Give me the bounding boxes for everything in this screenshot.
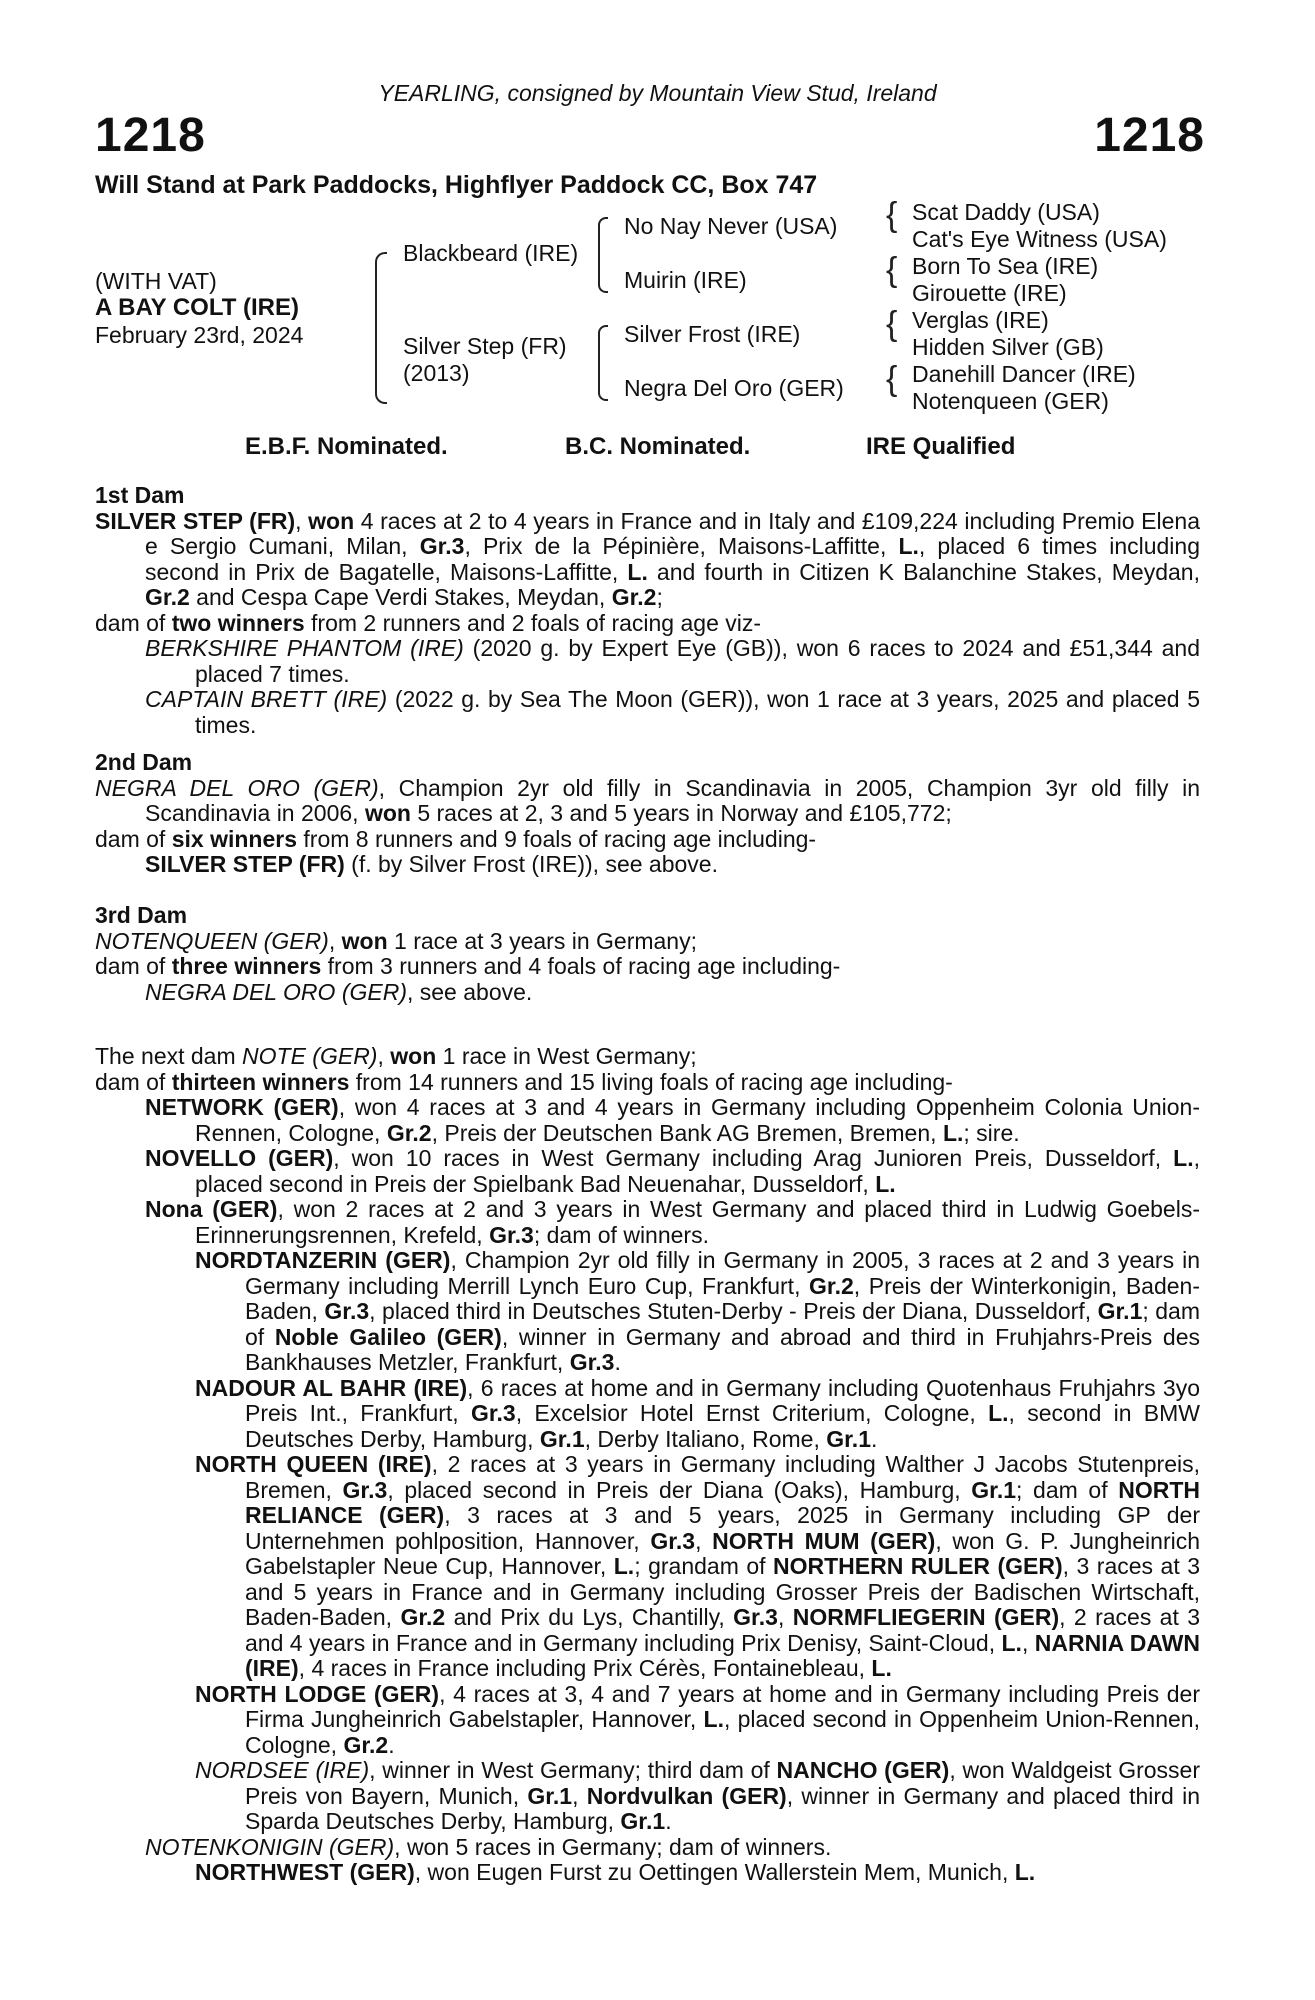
- lot-number-left: 1218: [95, 109, 206, 162]
- grade-label: Gr.2: [611, 584, 657, 610]
- foal-name: NOVELLO (GER): [145, 1145, 334, 1171]
- listed-label: L.: [988, 1400, 1009, 1426]
- second-dam-heading: 2nd Dam: [95, 749, 193, 775]
- foal-text: .: [871, 1425, 878, 1452]
- foal-text: ,: [572, 1782, 587, 1809]
- foal-text: , winner in West Germany; third dam of: [369, 1757, 777, 1783]
- next-dam-section: [95, 1044, 1200, 1886]
- dam-of-text: from 14 runners and 15 living foals of racing age including-: [349, 1068, 953, 1095]
- second-dam-section: [95, 750, 1200, 878]
- next-dam-name: NOTE (GER): [242, 1043, 378, 1069]
- produce-entry-north-lodge: [95, 1682, 1200, 1759]
- descendant-name: Nordvulkan (GER): [586, 1782, 787, 1809]
- foal-text: , Champion 2yr old filly in Germany in 2005, 3 races at 2 and 3 years in Germany including Merrill Lynch Euro Cup, Frankfurt,: [245, 1247, 1200, 1299]
- foal-name: NEGRA DEL ORO (GER): [145, 978, 407, 1005]
- record-text: 1 race in West Germany;: [436, 1043, 697, 1069]
- foal-text: , won 4 races at 3 and 4 years in Germany including Oppenheim Colonia Union-Rennen, Cologne,: [195, 1094, 1200, 1146]
- descendant-name: NANCHO (GER): [776, 1757, 950, 1783]
- pedigree-brace-dd: {: [886, 360, 898, 398]
- dam-dam-sire: Danehill Dancer (IRE): [912, 361, 1136, 387]
- dam-sire-dam: Hidden Silver (GB): [912, 334, 1104, 360]
- grade-label: Gr.3: [419, 533, 465, 559]
- pedigree-brace-sire: [598, 217, 608, 293]
- dam-dam-dam: Notenqueen (GER): [912, 388, 1109, 414]
- third-dam-name: NOTENQUEEN (GER): [95, 927, 329, 954]
- stand-location: Will Stand at Park Paddocks, Highflyer Paddock CC, Box 747: [95, 171, 818, 199]
- grade-label: Gr.2: [145, 584, 190, 610]
- record-text: and Cespa Cape Verdi Stakes, Meydan,: [189, 584, 612, 610]
- sire-sire-dam: Cat's Eye Witness (USA): [912, 226, 1167, 252]
- sire-dam: Muirin (IRE): [624, 267, 747, 293]
- produce-entry: [95, 687, 1200, 738]
- foal-text: , Excelsior Hotel Ernst Criterium, Cologne,: [515, 1400, 989, 1426]
- sire-dam-sire: Born To Sea (IRE): [912, 253, 1099, 279]
- produce-entry-notenkonigin: [95, 1835, 1200, 1861]
- foal-text: , Derby Italiano, Rome,: [584, 1425, 827, 1452]
- third-dam-produce-summary: [95, 954, 1200, 980]
- first-dam-heading: 1st Dam: [95, 482, 185, 508]
- ebf-nomination: E.B.F. Nominated.: [245, 433, 448, 460]
- pedigree-brace-ss: {: [886, 196, 898, 234]
- listed-label: L.: [875, 1170, 896, 1197]
- produce-entry: [95, 980, 1200, 1006]
- foal-text: , placed second in Preis der Spielbank Bad Neuenahar, Dusseldorf,: [195, 1145, 1200, 1197]
- record-text: ,: [377, 1043, 391, 1069]
- winners-count: two winners: [171, 609, 305, 636]
- foal-name: NORDSEE (IRE): [195, 1757, 370, 1783]
- grade-label: Gr.1: [527, 1782, 573, 1809]
- record-text: , Prix de la Pépinière, Maisons-Laffitte,: [464, 533, 899, 559]
- listed-label: L.: [613, 1553, 635, 1579]
- dam: Silver Step (FR): [403, 333, 567, 359]
- produce-entry-north-queen: [95, 1452, 1200, 1682]
- vat-note: (WITH VAT): [95, 268, 217, 294]
- pedigree-brace-ds: {: [886, 305, 898, 343]
- second-dam-produce-summary: [95, 827, 1200, 853]
- descendant-name: NORTHERN RULER (GER): [773, 1553, 1063, 1579]
- record-text: ;: [656, 584, 663, 610]
- foal-text: , winner in Germany and abroad and third in Fruhjahrs-Preis des Bankhauses Metzler, Frankfurt,: [245, 1323, 1200, 1375]
- grade-label: Gr.1: [1097, 1298, 1143, 1324]
- dam-of-text: from 3 runners and 4 foals of racing age including-: [321, 953, 841, 979]
- descendant-name: NARNIA DAWN (IRE): [245, 1629, 1201, 1681]
- foal-text: , 3 races at 3 and 5 years in France and in Germany including Grosser Preis der Badischen Wirtschaft, Baden-Baden,: [245, 1553, 1200, 1630]
- pedigree-brace-dam: [598, 325, 608, 401]
- foal-text: ,: [777, 1604, 793, 1630]
- foal-name: NETWORK (GER): [145, 1094, 339, 1120]
- record-text: , placed 6 times including second in Prix de Bagatelle, Maisons-Laffitte,: [145, 533, 1200, 585]
- grade-label: Gr.3: [650, 1527, 696, 1554]
- lot-number-right: 1218: [1094, 109, 1205, 162]
- foal-text: .: [665, 1808, 672, 1834]
- foal-text: , 2 races at 3 and 4 years in France and in Germany including Prix Denisy, Saint-Cloud,: [245, 1604, 1201, 1656]
- grade-label: Gr.1: [971, 1476, 1017, 1503]
- produce-entry-novello: [95, 1146, 1200, 1197]
- listed-label: L.: [627, 558, 648, 585]
- foal-text: , won 10 races in West Germany including Arag Junioren Preis, Dusseldorf,: [333, 1145, 1174, 1171]
- sire-sire-sire: Scat Daddy (USA): [912, 199, 1100, 225]
- foal-text: , won Eugen Furst zu Oettingen Wallerstein Mem, Munich,: [414, 1859, 1015, 1885]
- foal-text: , 4 races in France including Prix Cérès, Fontainebleau,: [298, 1655, 872, 1681]
- listed-label: L.: [1001, 1629, 1022, 1656]
- record-text: 4 races at 2 to 4 years in France and in Italy and £109,224 including Premio Elena e Sergio Cumani, Milan,: [145, 507, 1201, 559]
- ire-qualified: IRE Qualified: [866, 433, 1016, 460]
- third-dam-section: [95, 903, 1200, 1005]
- foal-text: , 3 races at 3 and 5 years, 2025 in Germany including GP der Unternehmen pohlposition, Hannover,: [245, 1502, 1200, 1554]
- foal-text: , won G. P. Jungheinrich Gabelstapler Neue Cup, Hannover,: [245, 1527, 1201, 1579]
- dam-year: (2013): [403, 360, 470, 386]
- next-dam-record: [95, 1044, 1200, 1070]
- won-label: won: [390, 1043, 437, 1069]
- dam-of-text: dam of: [95, 953, 172, 979]
- produce-entry-network: [95, 1095, 1200, 1146]
- foal-text: , won 2 races at 2 and 3 years in West Germany and placed third in Ludwig Goebels-Erinnerungsrennen, Krefeld,: [195, 1196, 1200, 1248]
- grade-label: Gr.3: [733, 1604, 778, 1630]
- foal-name: SILVER STEP (FR): [145, 851, 345, 877]
- won-label: won: [341, 927, 388, 954]
- third-dam-record: [95, 929, 1200, 955]
- sire-sire: No Nay Never (USA): [624, 213, 838, 239]
- listed-label: L.: [703, 1706, 724, 1732]
- dam-of-text: dam of: [95, 1068, 172, 1095]
- descendant-name: NORTH MUM (GER): [712, 1527, 936, 1554]
- foal-text: , placed second in Preis der Diana (Oaks), Hamburg,: [387, 1476, 972, 1503]
- dam-sire: Silver Frost (IRE): [624, 321, 801, 347]
- foal-text: (f. by Silver Frost (IRE)), see above.: [344, 851, 718, 877]
- produce-entry-nona: [95, 1197, 1200, 1248]
- foal-text: ; dam of: [1016, 1476, 1119, 1503]
- first-dam-produce-summary: [95, 611, 1200, 637]
- foal-text: , placed second in Oppenheim Union-Rennen, Cologne,: [245, 1706, 1200, 1758]
- produce-entry-nadour: [95, 1376, 1200, 1453]
- produce-entry-nordtanzerin: [95, 1248, 1200, 1376]
- grade-label: Gr.2: [809, 1272, 854, 1299]
- produce-entry: [95, 636, 1200, 687]
- foal-text: , second in BMW Deutsches Derby, Hamburg,: [245, 1400, 1200, 1452]
- dam-dam: Negra Del Oro (GER): [624, 375, 844, 401]
- foal-name: CAPTAIN BRETT (IRE): [145, 686, 388, 712]
- foal-text: , Preis der Winterkonigin, Baden-Baden,: [245, 1272, 1200, 1324]
- foal-text: .: [614, 1349, 621, 1375]
- next-dam-produce-summary: [95, 1070, 1200, 1096]
- foal-name: NORTHWEST (GER): [195, 1859, 415, 1885]
- foal-name: Nona (GER): [145, 1196, 278, 1222]
- grade-label: Gr.1: [826, 1425, 871, 1452]
- grade-label: Gr.2: [343, 1731, 389, 1758]
- first-dam-name: SILVER STEP (FR): [95, 507, 296, 534]
- first-dam-record: SILVER STEP (FR), won 4 races at 2 to 4 years in France and in Italy and £109,224 including Premio Elena e Sergio Cumani, Milan, Gr.3, Prix de la Pépinière, Maisons-Laffitte, L., placed 6 times including second in Prix de Bagatelle, Maisons-Laffitte, L. and fourth in Citizen K Balanchine Stakes, Meydan, Gr.2 and Cespa Cape Verdi Stakes, Meydan, Gr.2;: [95, 507, 1201, 610]
- record-text: 1 race at 3 years in Germany;: [387, 927, 697, 954]
- first-dam-section: [95, 483, 1200, 738]
- foal-text: .: [388, 1731, 395, 1758]
- winners-count: six winners: [171, 825, 297, 852]
- winners-count: thirteen winners: [171, 1068, 350, 1095]
- produce-entry-northwest: [95, 1860, 1200, 1886]
- horse-name: A BAY COLT (IRE): [95, 294, 300, 321]
- record-text: , Champion 2yr old filly in Scandinavia in 2005, Champion 3yr old filly in Scandinavia in 2006,: [145, 774, 1200, 826]
- sire: Blackbeard (IRE): [403, 240, 579, 266]
- dam-of-text: dam of: [95, 825, 172, 852]
- foal-text: , won 5 races in Germany; dam of winners.: [394, 1833, 832, 1860]
- foal-text: , 4 races at 3, 4 and 7 years at home and in Germany including Preis der Firma Jungheinrich Gabelstapler, Hannover,: [245, 1680, 1200, 1732]
- second-dam-record: [95, 776, 1200, 827]
- foal-text: (2022 g. by Sea The Moon (GER)), won 1 race at 3 years, 2025 and placed 5 times.: [195, 686, 1200, 738]
- listed-label: L.: [1014, 1859, 1036, 1885]
- consignor-line: YEARLING, consigned by Mountain View Stud, Ireland: [378, 80, 937, 106]
- descendant-name: Noble Galileo (GER): [274, 1323, 502, 1350]
- grade-label: Gr.3: [569, 1349, 615, 1375]
- listed-label: L.: [871, 1655, 892, 1681]
- dam-of-text: dam of: [95, 609, 172, 636]
- foal-text: ; dam of winners.: [533, 1221, 709, 1248]
- foal-text: , 2 races at 3 years in Germany including Walther J Jacobs Stutenpreis, Bremen,: [245, 1451, 1201, 1503]
- dam-sire-sire: Verglas (IRE): [912, 307, 1049, 333]
- listed-label: L.: [898, 533, 919, 559]
- foal-text: (2020 g. by Expert Eye (GB)), won 6 races to 2024 and £51,344 and placed 7 times.: [195, 635, 1200, 687]
- descendant-name: NORTH RELIANCE (GER): [245, 1476, 1200, 1528]
- produce-entry-nordsee: [95, 1758, 1200, 1835]
- foal-text: , winner in Germany and placed third in Sparda Deutsches Derby, Hamburg,: [245, 1782, 1200, 1834]
- winners-count: three winners: [171, 953, 322, 979]
- second-dam-name: NEGRA DEL ORO (GER): [95, 774, 379, 801]
- foal-name: NORTH QUEEN (IRE): [195, 1451, 432, 1477]
- grade-label: Gr.1: [539, 1425, 585, 1452]
- listed-label: L.: [942, 1119, 964, 1146]
- listed-label: L.: [1173, 1145, 1194, 1171]
- won-label: won: [308, 507, 355, 534]
- foal-text: , Preis der Deutschen Bank AG Bremen, Bremen,: [431, 1119, 943, 1146]
- record-text: ,: [328, 927, 342, 954]
- grade-label: Gr.3: [470, 1400, 516, 1426]
- foal-text: and Prix du Lys, Chantilly,: [445, 1604, 734, 1630]
- grade-label: Gr.2: [400, 1604, 446, 1630]
- dam-of-text: from 2 runners and 2 foals of racing age viz-: [304, 609, 762, 636]
- descendant-name: NORMFLIEGERIN (GER): [792, 1604, 1060, 1630]
- pedigree-brace-main: [375, 252, 387, 404]
- grade-label: Gr.3: [324, 1298, 370, 1324]
- intro-text: The next dam: [95, 1043, 243, 1069]
- won-label: won: [364, 800, 411, 826]
- foal-text: ; sire.: [963, 1119, 1020, 1146]
- foal-name: NORDTANZERIN (GER): [195, 1247, 451, 1273]
- foal-name: NORTH LODGE (GER): [195, 1680, 440, 1707]
- grade-label: Gr.1: [620, 1808, 666, 1834]
- foal-text: , placed third in Deutsches Stuten-Derby - Preis der Diana, Dusseldorf,: [369, 1298, 1098, 1324]
- record-text: 5 races at 2, 3 and 5 years in Norway and £105,772;: [410, 800, 952, 826]
- foal-text: , 6 races at home and in Germany including Quotenhaus Fruhjahrs 3yo Preis Int., Frankfurt,: [245, 1374, 1200, 1426]
- foal-name: BERKSHIRE PHANTOM (IRE): [145, 635, 464, 661]
- grade-label: Gr.3: [489, 1221, 534, 1248]
- sire-dam-dam: Girouette (IRE): [912, 280, 1067, 306]
- foal-text: , see above.: [406, 978, 533, 1005]
- foal-text: ; dam of: [245, 1298, 1200, 1350]
- pedigree-brace-sd: {: [886, 251, 898, 289]
- grade-label: Gr.2: [386, 1119, 432, 1146]
- produce-entry: [95, 852, 1200, 878]
- grade-label: Gr.3: [342, 1476, 388, 1503]
- dam-of-text: from 8 runners and 9 foals of racing age including-: [297, 825, 817, 852]
- foal-text: , won Waldgeist Grosser Preis von Bayern, Munich,: [245, 1757, 1200, 1809]
- bc-nomination: B.C. Nominated.: [565, 433, 751, 460]
- foal-name: NOTENKONIGIN (GER): [145, 1833, 395, 1860]
- record-text: and fourth in Citizen K Balanchine Stakes, Meydan,: [647, 558, 1200, 585]
- third-dam-heading: 3rd Dam: [95, 902, 188, 928]
- foal-text: ,: [1021, 1629, 1035, 1656]
- foal-name: NADOUR AL BAHR (IRE): [195, 1374, 468, 1401]
- foaling-date: February 23rd, 2024: [95, 322, 304, 348]
- foal-text: ; grandam of: [634, 1553, 773, 1579]
- foal-text: ,: [695, 1527, 713, 1554]
